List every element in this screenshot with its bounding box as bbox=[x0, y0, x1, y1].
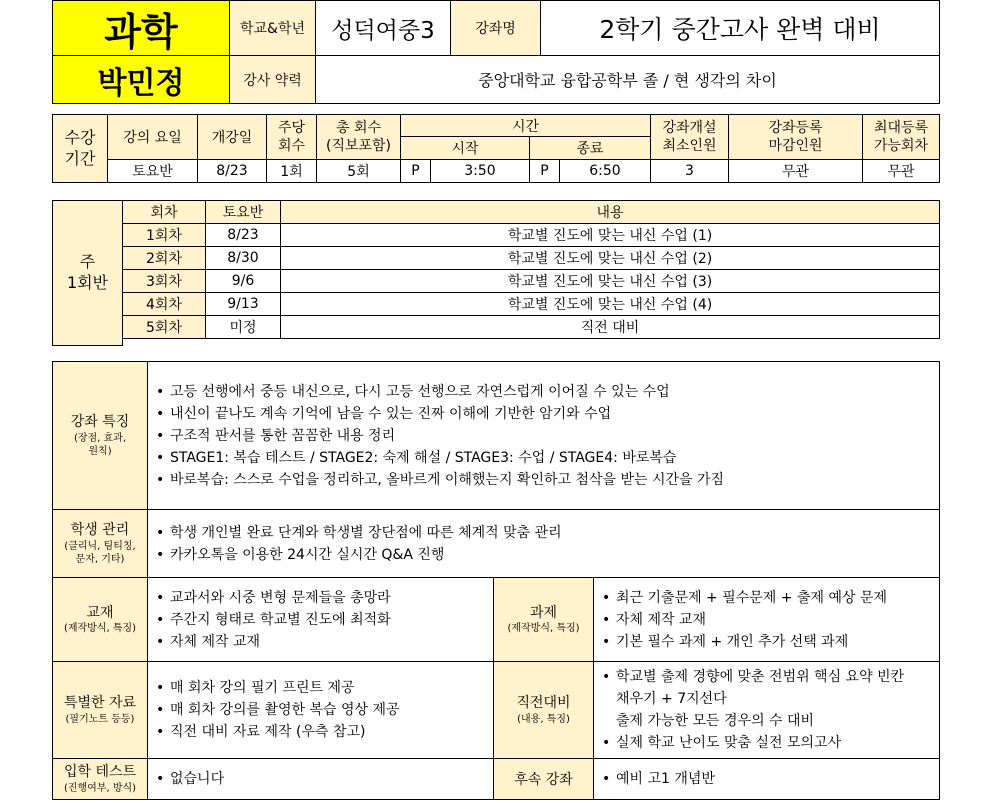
end-time: 6:50 bbox=[559, 159, 651, 183]
final-title: 직전대비 bbox=[516, 695, 571, 712]
textbook-label bbox=[52, 577, 148, 662]
day-value: 토요반 bbox=[107, 159, 198, 183]
features-item: • 바로복습: 스스로 수업을 정리하고, 올바르게 이해했는지 확인하고 첨삭을 받는 시간을 가짐 bbox=[156, 469, 931, 491]
features-title: 강좌 특징 bbox=[70, 414, 130, 431]
session-round: 3회차 bbox=[122, 269, 206, 293]
session-round: 1회차 bbox=[122, 223, 206, 247]
final-item-1b: 채우기 + 7지선다 bbox=[616, 691, 727, 707]
entrance-label bbox=[52, 758, 148, 800]
homework-item-text: 최근 기출문제 + 필수문제 + 출제 예상 문제 bbox=[616, 589, 887, 606]
session-date: 8/23 bbox=[205, 223, 281, 247]
textbook-item-text: 주간지 형태로 학교별 진도에 최적화 bbox=[170, 611, 391, 628]
textbook-item-text: 교과서와 시중 변형 문제들을 총망라 bbox=[170, 589, 391, 606]
final-label bbox=[493, 661, 594, 759]
management-list bbox=[147, 509, 940, 578]
homework-item: • 최근 기출문제 + 필수문제 + 출제 예상 문제 bbox=[602, 587, 931, 609]
session-round: 4회차 bbox=[122, 292, 206, 316]
final-sub: (내용, 특징) bbox=[517, 713, 570, 725]
textbook-item: • 교과서와 시중 변형 문제들을 총망라 bbox=[156, 587, 485, 609]
special-sub: (필기노트 등등) bbox=[65, 713, 135, 725]
final-item-1-cont2 bbox=[602, 710, 931, 732]
management-item-text: 학생 개인별 완료 단계와 학생별 장단점에 따른 체계적 맞춤 관리 bbox=[170, 524, 562, 541]
subject-title: 과학 bbox=[52, 0, 230, 56]
textbook-title: 교재 bbox=[86, 604, 114, 621]
session-content: 학교별 진도에 맞는 내신 수업 (4) bbox=[280, 292, 940, 316]
features-sub-2: 원칙) bbox=[88, 445, 112, 457]
min-label bbox=[650, 114, 729, 160]
weekly-label-2: 회수 bbox=[277, 138, 306, 154]
open-value: 8/23 bbox=[197, 159, 267, 183]
features-item-text: 고등 선행에서 중등 내신으로, 다시 고등 선행으로 자연스럽게 이어질 수 있는 수업 bbox=[170, 383, 670, 400]
min-label-2: 최소인원 bbox=[662, 138, 717, 154]
management-item-text: 카카오톡을 이용한 24시간 실시간 Q&A 진행 bbox=[170, 546, 445, 563]
min-value: 3 bbox=[650, 159, 729, 183]
school-label: 학교&학년 bbox=[229, 0, 316, 56]
textbook-item-text: 자체 제작 교재 bbox=[170, 633, 261, 650]
entrance-item: • 없습니다 bbox=[156, 768, 485, 790]
special-label bbox=[52, 661, 148, 759]
session-content: 학교별 진도에 맞는 내신 수업 (3) bbox=[280, 269, 940, 293]
features-item: • 고등 선행에서 중등 내신으로, 다시 고등 선행으로 자연스럽게 이어질 수 있는 수업 bbox=[156, 381, 931, 403]
features-item-text: STAGE1: 복습 테스트 / STAGE2: 숙제 해설 / STAGE3: 수업 / STAGE4: 바로복습 bbox=[170, 449, 677, 466]
final-item-1-cont bbox=[602, 688, 931, 710]
time-label: 시간 bbox=[400, 114, 651, 137]
max-label-1: 최대등록 bbox=[873, 119, 929, 136]
weekly-label bbox=[266, 114, 317, 160]
course-label: 강좌명 bbox=[450, 0, 541, 56]
col-content: 내용 bbox=[280, 200, 940, 224]
followup-item: • 예비 고1 개념반 bbox=[602, 768, 931, 790]
end-label: 종료 bbox=[529, 136, 651, 160]
col-day: 토요반 bbox=[205, 200, 281, 224]
features-item: • STAGE1: 복습 테스트 / STAGE2: 숙제 해설 / STAGE3: 수업 / STAGE4: 바로복습 bbox=[156, 447, 931, 469]
homework-item: • 기본 필수 과제 + 개인 추가 선택 과제 bbox=[602, 631, 931, 653]
session-date: 미정 bbox=[205, 315, 281, 339]
open-label: 개강일 bbox=[197, 114, 267, 160]
min-label-1: 강좌개설 bbox=[662, 119, 717, 136]
homework-title: 과제 bbox=[529, 604, 558, 621]
management-sub-2: 문자, 기타) bbox=[75, 553, 125, 565]
homework-sub: (제작방식, 특징) bbox=[507, 623, 580, 635]
features-item: • 구조적 판서를 통한 꼼꼼한 내용 정리 bbox=[156, 425, 931, 447]
session-date: 9/6 bbox=[205, 269, 281, 293]
start-ampm: P bbox=[400, 159, 431, 183]
final-item-1c: 출제 가능한 모든 경우의 수 대비 bbox=[616, 713, 815, 729]
followup-value: 예비 고1 개념반 bbox=[616, 771, 715, 787]
textbook-item: • 자체 제작 교재 bbox=[156, 631, 485, 653]
entrance-value-box bbox=[147, 758, 494, 800]
period-label-2: 기간 bbox=[64, 148, 96, 168]
management-sub-1: (클리닉, 팀티칭, bbox=[64, 540, 136, 552]
final-item-1a: 학교별 출제 경향에 맞춘 전범위 핵심 요약 빈칸 bbox=[616, 669, 905, 685]
weekly-label-1: 주당 bbox=[277, 119, 306, 136]
management-label bbox=[52, 509, 148, 578]
deadline-label bbox=[728, 114, 863, 160]
period-label bbox=[52, 114, 108, 183]
features-item: • 내신이 끝나도 계속 기억에 남을 수 있는 진짜 이해에 기반한 암기와 수업 bbox=[156, 403, 931, 425]
management-item: • 학생 개인별 완료 단계와 학생별 장단점에 따른 체계적 맞춤 관리 bbox=[156, 522, 931, 544]
deadline-label-1: 강좌등록 bbox=[768, 119, 823, 136]
followup-value-box bbox=[593, 758, 940, 800]
profile-label: 강사 약력 bbox=[229, 55, 316, 104]
start-label: 시작 bbox=[400, 136, 530, 160]
max-label bbox=[862, 114, 940, 160]
features-item-text: 구조적 판서를 통한 꼼꼼한 내용 정리 bbox=[170, 427, 396, 444]
management-title: 학생 관리 bbox=[70, 522, 130, 539]
start-time: 3:50 bbox=[430, 159, 530, 183]
homework-label bbox=[493, 577, 594, 662]
textbook-list bbox=[147, 577, 494, 662]
col-round: 회차 bbox=[122, 200, 206, 224]
session-round: 2회차 bbox=[122, 246, 206, 270]
teacher-name: 박민정 bbox=[52, 55, 230, 104]
features-list bbox=[147, 361, 940, 510]
special-item: • 매 회차 강의를 촬영한 복습 영상 제공 bbox=[156, 699, 485, 721]
session-round: 5회차 bbox=[122, 315, 206, 339]
special-item: • 매 회차 강의 필기 프린트 제공 bbox=[156, 677, 485, 699]
features-sub-1: (장점, 효과, bbox=[73, 432, 127, 444]
textbook-sub: (제작방식, 특징) bbox=[63, 623, 137, 635]
session-content: 직전 대비 bbox=[280, 315, 940, 339]
total-label-1: 총 회수 bbox=[335, 119, 382, 136]
special-list bbox=[147, 661, 494, 759]
session-content: 학교별 진도에 맞는 내신 수업 (2) bbox=[280, 246, 940, 270]
special-item-text: 매 회차 강의 필기 프린트 제공 bbox=[170, 680, 355, 696]
final-item-1: • 학교별 출제 경향에 맞춘 전범위 핵심 요약 빈칸 bbox=[602, 666, 931, 688]
management-item: • 카카오톡을 이용한 24시간 실시간 Q&A 진행 bbox=[156, 544, 931, 566]
entrance-title: 입학 테스트 bbox=[63, 764, 137, 781]
period-label-1: 수강 bbox=[64, 127, 96, 147]
homework-item-text: 기본 필수 과제 + 개인 추가 선택 과제 bbox=[616, 633, 849, 650]
homework-item: • 자체 제작 교재 bbox=[602, 609, 931, 631]
features-label bbox=[52, 361, 148, 510]
profile-value: 중앙대학교 융합공학부 졸 / 현 생각의 차이 bbox=[315, 55, 940, 104]
features-item-text: 내신이 끝나도 계속 기억에 남을 수 있는 진짜 이해에 기반한 암기와 수업 bbox=[170, 405, 612, 422]
total-label-2: (직보포함) bbox=[325, 138, 392, 154]
school-value: 성덕여중3 bbox=[315, 0, 451, 56]
entrance-value: 없습니다 bbox=[170, 771, 225, 787]
final-list bbox=[593, 661, 940, 759]
homework-item-text: 자체 제작 교재 bbox=[616, 611, 707, 628]
sessions-side-label-2: 1회반 bbox=[66, 273, 109, 292]
textbook-item: • 주간지 형태로 학교별 진도에 최적화 bbox=[156, 609, 485, 631]
session-date: 9/13 bbox=[205, 292, 281, 316]
deadline-value: 무관 bbox=[728, 159, 863, 183]
session-date: 8/30 bbox=[205, 246, 281, 270]
total-label bbox=[316, 114, 401, 160]
special-item: • 직전 대비 자료 제작 (우측 참고) bbox=[156, 721, 485, 743]
sessions-side-label bbox=[52, 200, 123, 346]
end-ampm: P bbox=[529, 159, 560, 183]
final-item-2: • 실제 학교 난이도 맞춤 실전 모의고사 bbox=[602, 732, 931, 754]
session-content: 학교별 진도에 맞는 내신 수업 (1) bbox=[280, 223, 940, 247]
entrance-sub: (진행여부, 방식) bbox=[63, 782, 137, 794]
followup-label: 후속 강좌 bbox=[493, 758, 594, 800]
homework-list bbox=[593, 577, 940, 662]
special-title: 특별한 자료 bbox=[63, 695, 137, 712]
final-item-2-text: 실제 학교 난이도 맞춤 실전 모의고사 bbox=[616, 735, 842, 751]
deadline-label-2: 마감인원 bbox=[768, 138, 823, 154]
special-item-text: 매 회차 강의를 촬영한 복습 영상 제공 bbox=[170, 702, 400, 718]
features-item-text: 바로복습: 스스로 수업을 정리하고, 올바르게 이해했는지 확인하고 첨삭을 받는 시간을 가짐 bbox=[170, 471, 725, 488]
max-value: 무관 bbox=[862, 159, 940, 183]
sessions-side-label-1: 주 bbox=[79, 252, 96, 272]
special-item-text: 직전 대비 자료 제작 (우측 참고) bbox=[170, 724, 366, 740]
weekly-value: 1회 bbox=[266, 159, 317, 183]
total-value: 5회 bbox=[316, 159, 401, 183]
max-label-2: 가능회차 bbox=[873, 138, 929, 154]
course-value: 2학기 중간고사 완벽 대비 bbox=[540, 0, 940, 56]
day-label: 강의 요일 bbox=[107, 114, 198, 160]
